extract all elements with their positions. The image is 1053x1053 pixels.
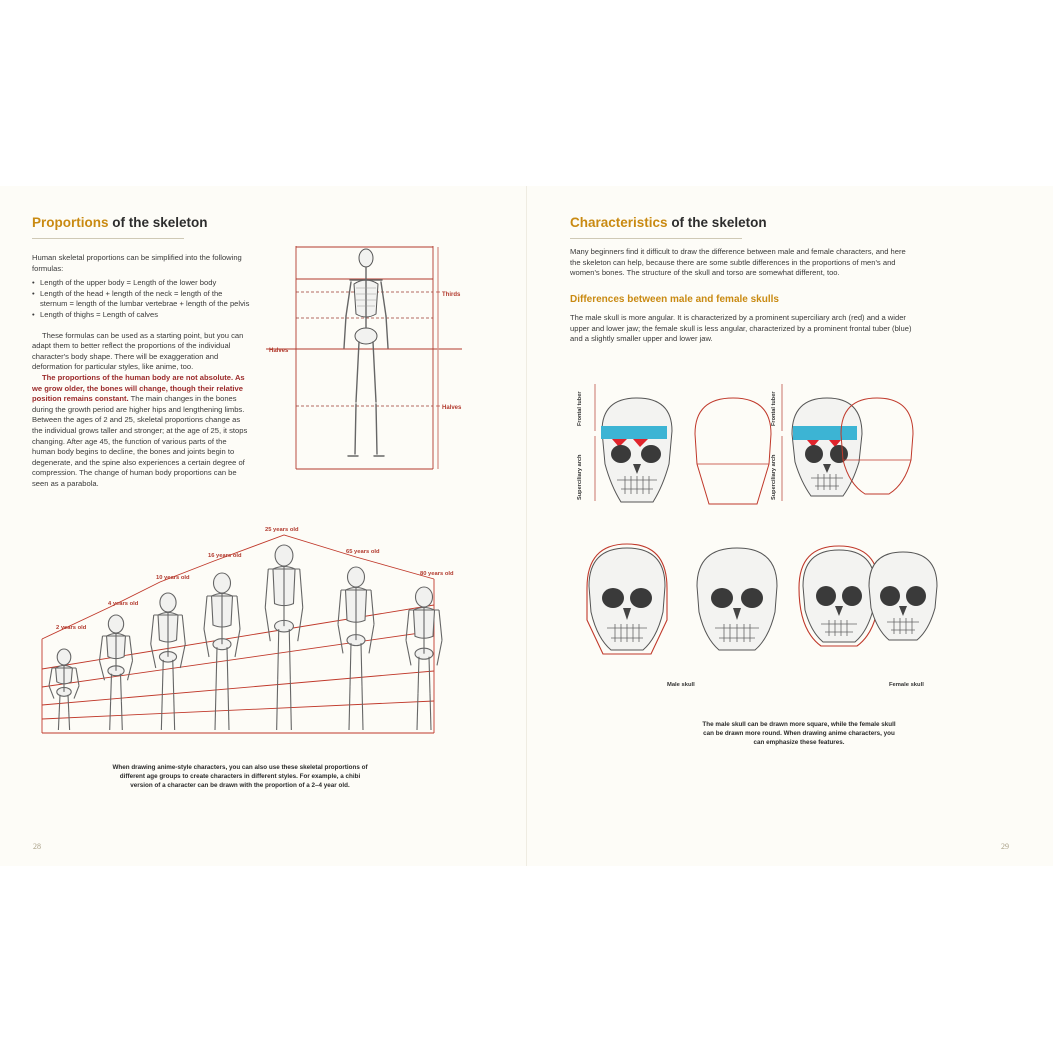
skeleton-part [49, 686, 54, 699]
skeleton-part [300, 569, 303, 608]
thirds-label: Thirds [442, 292, 461, 298]
skeleton-part [69, 712, 70, 730]
skeleton-part [214, 573, 231, 593]
skeleton-part [110, 702, 111, 730]
skeleton-part [416, 587, 433, 607]
skeleton-part [265, 608, 270, 642]
skeleton-part [235, 629, 240, 657]
skeleton-part [289, 629, 290, 679]
age-label-16: 16 years old [208, 553, 242, 559]
skeleton-part [162, 660, 163, 695]
skeleton-part [121, 674, 122, 702]
paragraph-2: The proportions of the human body are not absolute. As we grow older, the bones will change, though their relative position remains constant. The main changes in the bones during the growth period are higher hips and lengthening limbs. Between the ages of 2 and 25, skeletal proportions change as the individual grows taller and stronger; at the age of 25, it stops changing. After age 45, the function of various parts of the human body begins to decline, the bones and joints begin to degenerate, and the spine also experiences a certain degree of compression. The change of human body proportions can be seen as a parabola. [32, 372, 248, 488]
title-rule [32, 238, 184, 239]
page-number-left: 28 [33, 842, 41, 851]
skeleton-part [429, 657, 430, 694]
frontal-tuber-marker [793, 426, 857, 440]
frontal-tuber-marker [601, 426, 667, 439]
title-rule [570, 238, 742, 239]
skeleton-part [161, 695, 162, 730]
skeleton-part [100, 636, 103, 661]
female-skull-front-outlined [799, 546, 879, 646]
skeleton-part [68, 695, 69, 713]
skeleton-part [265, 569, 268, 608]
formula-item: • Length of the upper body = Length of the lower body [32, 278, 250, 289]
right-figure-caption: The male skull can be drawn more square, while the female skull can be drawn more round. When drawing anime characters, you can emphasize these features. [702, 721, 896, 746]
superciliary-arch-label: Superciliary arch [771, 454, 777, 500]
frontal-tuber-label: Frontal tuber [577, 391, 583, 426]
skeleton-part [298, 608, 303, 642]
skeleton-part [49, 668, 52, 686]
formula-item: • Length of the head + length of the neck = length of the sternum = length of the lumbar vertebrae + length of the pelvis [32, 289, 250, 310]
skeleton-part [180, 644, 185, 668]
skeleton-part [204, 596, 207, 629]
male-skull-label: Male skull [667, 682, 695, 688]
skeleton-part [430, 693, 431, 730]
skeleton-part [406, 640, 411, 665]
book-spread [0, 186, 1053, 866]
female-skull-label: Female skull [889, 682, 924, 688]
skull-comparison-figure [567, 376, 924, 706]
skeleton-part [182, 615, 185, 644]
skeleton-part [361, 643, 362, 686]
skeleton-part [228, 689, 229, 730]
skeleton-part [173, 660, 174, 695]
skeleton-part [57, 649, 71, 665]
skeleton-part [151, 615, 154, 644]
age-label-4: 4 years old [108, 601, 139, 607]
skeleton-part [237, 596, 240, 629]
frontal-tuber-label: Frontal tuber [771, 391, 777, 426]
skull-body-text: The male skull is more angular. It is characterized by a prominent superciliary arch (red) and a wider upper and lower jaw; the female skull is less angular, characterized by a prominent frontal tuber (blue) and a slightly smaller upper and lower jaw. [570, 313, 912, 344]
skeleton-part [369, 624, 374, 653]
skeleton-part [108, 615, 123, 633]
age-label-80: 80 years old [420, 571, 454, 577]
skeleton-part [130, 636, 133, 661]
female-skull-marked [771, 384, 862, 501]
right-page-title: Characteristics of the skeleton [570, 215, 767, 230]
age-label-65: 65 years old [346, 549, 380, 555]
right-intro-text: Many beginners find it difficult to draw the difference between male and female characters, and here the skeleton can help, because there are some subtle differences in the proportions of men's and women's bones. The structure of the skull and torso are somewhat different, too. [570, 247, 906, 278]
skeleton-part [371, 590, 374, 624]
male-skull-outline [695, 398, 771, 504]
formula-item: • Length of thighs = Length of calves [32, 310, 250, 321]
skeleton-part [350, 643, 351, 686]
skeleton-part [290, 680, 291, 730]
skeleton-part [121, 702, 122, 730]
skeleton-part [174, 695, 175, 730]
skeleton-part [227, 647, 228, 688]
left-body-text [32, 253, 250, 489]
skeleton-proportion-figure [262, 244, 472, 476]
skeleton-part [111, 674, 112, 702]
age-label-25: 25 years old [265, 527, 299, 533]
male-skull-front [697, 548, 777, 650]
skeleton-part [128, 661, 133, 681]
left-page-title: Proportions of the skeleton [32, 215, 208, 230]
skeleton-part [278, 629, 279, 679]
superciliary-arch-label: Superciliary arch [577, 454, 583, 500]
skeleton-part [216, 647, 217, 688]
skeleton-part [74, 686, 79, 699]
skeleton-part [215, 689, 216, 730]
skeleton-part [437, 640, 442, 665]
skeleton-part [338, 590, 341, 624]
skeleton-part [277, 680, 278, 730]
skeleton-part [275, 545, 293, 566]
age-progression-figure [30, 521, 470, 736]
skeleton-part [418, 657, 419, 694]
skeleton-part [417, 693, 418, 730]
male-skull-front-outlined [587, 544, 667, 654]
skeleton-part [58, 712, 59, 730]
skeleton-part [204, 629, 209, 657]
skeleton-part [100, 661, 105, 681]
halves-label-right: Halves [442, 405, 462, 411]
left-page [0, 186, 526, 866]
intro-text: Human skeletal proportions can be simplified into the following formulas: [32, 253, 242, 273]
skeleton-part [348, 567, 365, 587]
age-skeletons [49, 545, 442, 730]
skeleton-part [76, 668, 79, 686]
skeleton-part [59, 695, 60, 713]
skeleton-part [362, 687, 363, 730]
paragraph-1: These formulas can be used as a starting point, but you can adapt them to better reflect the proportions of the individual character's body shape. There will be exaggeration and deformation for particular styles, like anime, too. [32, 330, 244, 372]
skeleton-part [160, 593, 176, 612]
age-label-2: 2 years old [56, 625, 87, 631]
skeleton-part [406, 610, 409, 640]
left-figure-caption: When drawing anime-style characters, you can also use these skeletal proportions of different age groups to create characters in different styles. For example, a chibi version of a character can be drawn with the proportion of a 2–4 year old. [112, 764, 368, 789]
subheading: Differences between male and female skulls [570, 294, 779, 305]
right-page [527, 186, 1053, 866]
female-skull-front [869, 552, 937, 640]
highlight-text: The proportions of the human body are not absolute. As we grow older, the bones will change, though their relative position remains constant. [32, 372, 245, 404]
skeleton-part [439, 610, 442, 640]
age-label-10: 10 years old [156, 575, 190, 581]
skeleton-part [349, 687, 350, 730]
skeleton-part [338, 624, 343, 653]
skeleton-part [151, 644, 156, 668]
halves-label-left: Halves [269, 348, 289, 354]
male-skull-marked [577, 384, 672, 502]
page-number-right: 29 [1001, 842, 1009, 851]
formula-list [32, 278, 250, 320]
